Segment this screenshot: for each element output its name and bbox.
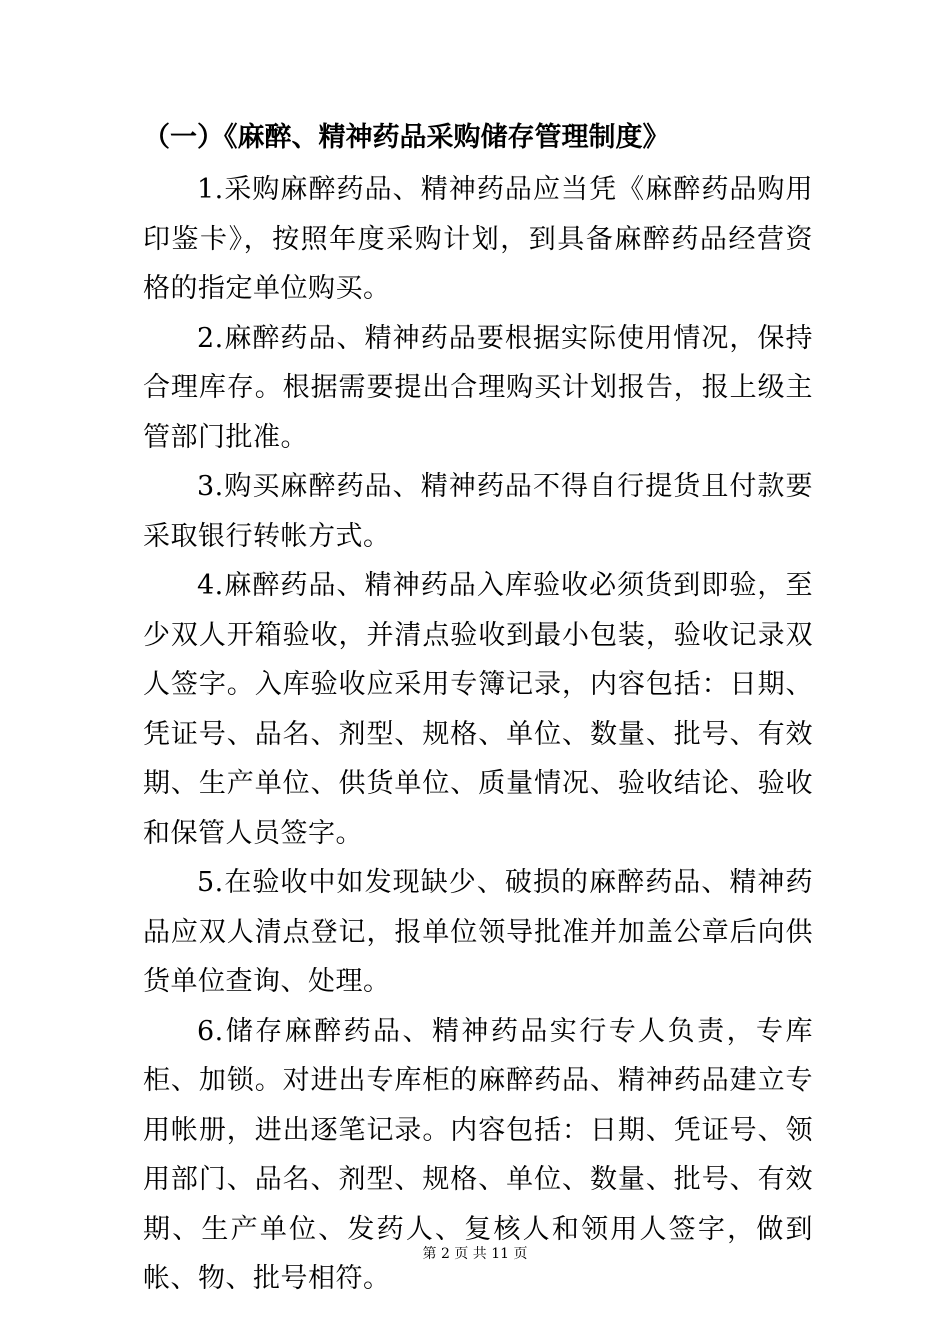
- paragraph-4: 4.麻醉药品、精神药品入库验收必须货到即验，至少双人开箱验收，并清点验收到最小包装，验收记录双人签字。入库验收应采用专簿记录，内容包括：日期、凭证号、品名、剂型、规格、单位、数量、批号、有效期、生产单位、供货单位、质量情况、验收结论、验收和保管人员签字。: [143, 570, 813, 849]
- page-footer: 第 2 页 共 11 页: [422, 1246, 528, 1262]
- paragraph-2: 2.麻醉药品、精神药品要根据实际使用情况，保持合理库存。根据需要提出合理购买计划报告，报上级主管部门批准。: [143, 322, 813, 453]
- paragraph-3: 3.购买麻醉药品、精神药品不得自行提货且付款要采取银行转帐方式。: [143, 471, 813, 552]
- document-body: [143, 165, 813, 1304]
- paragraph-1: 1.采购麻醉药品、精神药品应当凭《麻醉药品购用印鉴卡》，按照年度采购计划，到具备麻醉药品经营资格的指定单位购买。: [143, 174, 813, 304]
- paragraph-5: 5.在验收中如发现缺少、破损的麻醉药品、精神药品应双人清点登记，报单位领导批准并加盖公章后向供货单位查询、处理。: [143, 867, 813, 997]
- section-heading: （一）《麻醉、精神药品采购储存管理制度》: [143, 122, 670, 153]
- paragraph-6: 6.储存麻醉药品、精神药品实行专人负责，专库柜、加锁。对进出专库柜的麻醉药品、精神药品建立专用帐册，进出逐笔记录。内容包括：日期、凭证号、领用部门、品名、剂型、规格、单位、数量、批号、有效期、生产单位、发药人、复核人和领用人签字，做到帐、物、批号相符。: [143, 1015, 813, 1294]
